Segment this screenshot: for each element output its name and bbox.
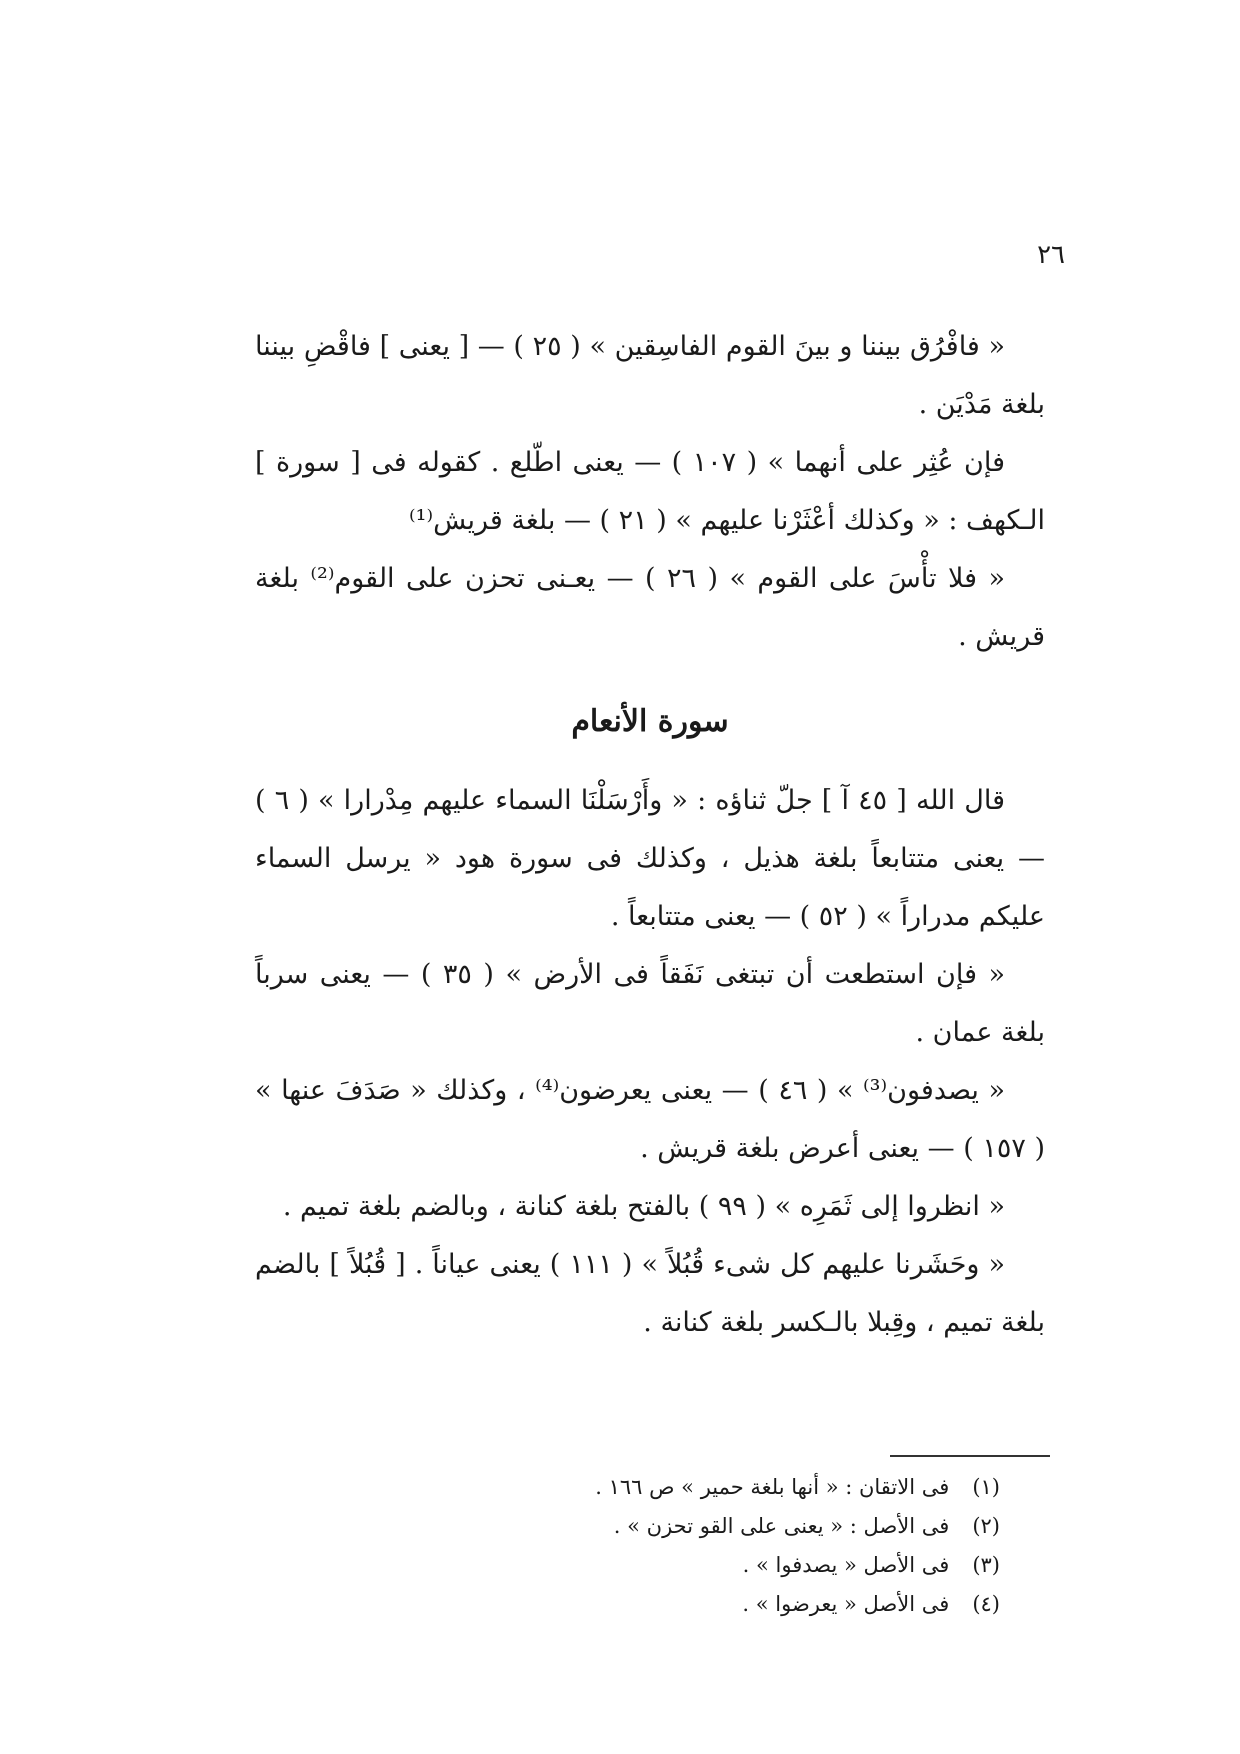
paragraph: « وحَشَرنا عليهم كل شىء قُبُلاً » ( ١١١ ) يعنى عياناً . [ قُبُلاً ] بالضم بلغة تميم ، وقِبلا بالـكسر بلغة كنانة .	[255, 1249, 1045, 1338]
paragraph: « انظروا إلى ثَمَرِه » ( ٩٩ ) بالفتح بلغة كنانة ، وبالضم بلغة تميم .	[282, 1191, 1005, 1222]
paragraph: « يصدفون⁽³⁾ » ( ٤٦ ) — يعنى يعرضون⁽⁴⁾ ، وكذلك « صَدَفَ عنها » ( ١٥٧ ) — يعنى أعرض بلغة قريش .	[255, 1075, 1045, 1164]
paragraph: « فلا تأْسَ على القوم » ( ٢٦ ) — يعـنى تحزن على القوم⁽²⁾ بلغة قريش .	[255, 563, 1045, 652]
footnote-text: فى الأصل « يعرضوا » .	[742, 1592, 950, 1616]
footnote-text: فى الاتقان : « أنها بلغة حمير » ص ١٦٦ .	[595, 1475, 950, 1499]
paragraph: قال الله [ ٤٥ آ ] جلّ ثناؤه : « وأَرْسَلْنَا السماء عليهم مِدْرارا » ( ٦ ) — يعنى متتابعاً بلغة هذيل ، وكذلك فى سورة هود « يرسل السماء عليكم مدراراً » ( ٥٢ ) — يعنى متتابعاً .	[255, 785, 1045, 932]
footnote	[400, 1507, 1000, 1546]
footnote-divider	[890, 1455, 1050, 1457]
footnote-number: (٣)	[972, 1553, 1000, 1577]
footnote-text: فى الأصل : « يعنى على القو تحزن » .	[613, 1514, 950, 1538]
paragraph: فإن عُثِر على أنهما » ( ١٠٧ ) — يعنى اطّلع . كقوله فى [ سورة ] الـكهف : « وكذلك أعْثَرْنا عليهم » ( ٢١ ) — بلغة قريش⁽¹⁾	[255, 447, 1045, 536]
footnote	[400, 1585, 1000, 1624]
body-text	[255, 318, 1045, 1352]
paragraph: « فإن استطعت أن تبتغى نَفَقاً فى الأرض » ( ٣٥ ) — يعنى سرباً بلغة عمان .	[255, 959, 1045, 1048]
paragraph: « فافْرُق بيننا و بينَ القوم الفاسِقين » ( ٢٥ ) — [ يعنى ] فاقْضِ بيننا بلغة مَدْيَن .	[255, 331, 1045, 420]
footnote-text: فى الأصل « يصدفوا » .	[742, 1553, 950, 1577]
footnote	[400, 1546, 1000, 1585]
footnotes	[400, 1468, 1000, 1624]
footnote	[400, 1468, 1000, 1507]
footnote-number: (٢)	[972, 1514, 1000, 1538]
footnote-number: (١)	[972, 1475, 1000, 1499]
footnote-number: (٤)	[972, 1592, 1000, 1616]
section-heading: سورة الأنعام	[571, 704, 729, 739]
page-number: ٢٦	[1037, 240, 1065, 270]
